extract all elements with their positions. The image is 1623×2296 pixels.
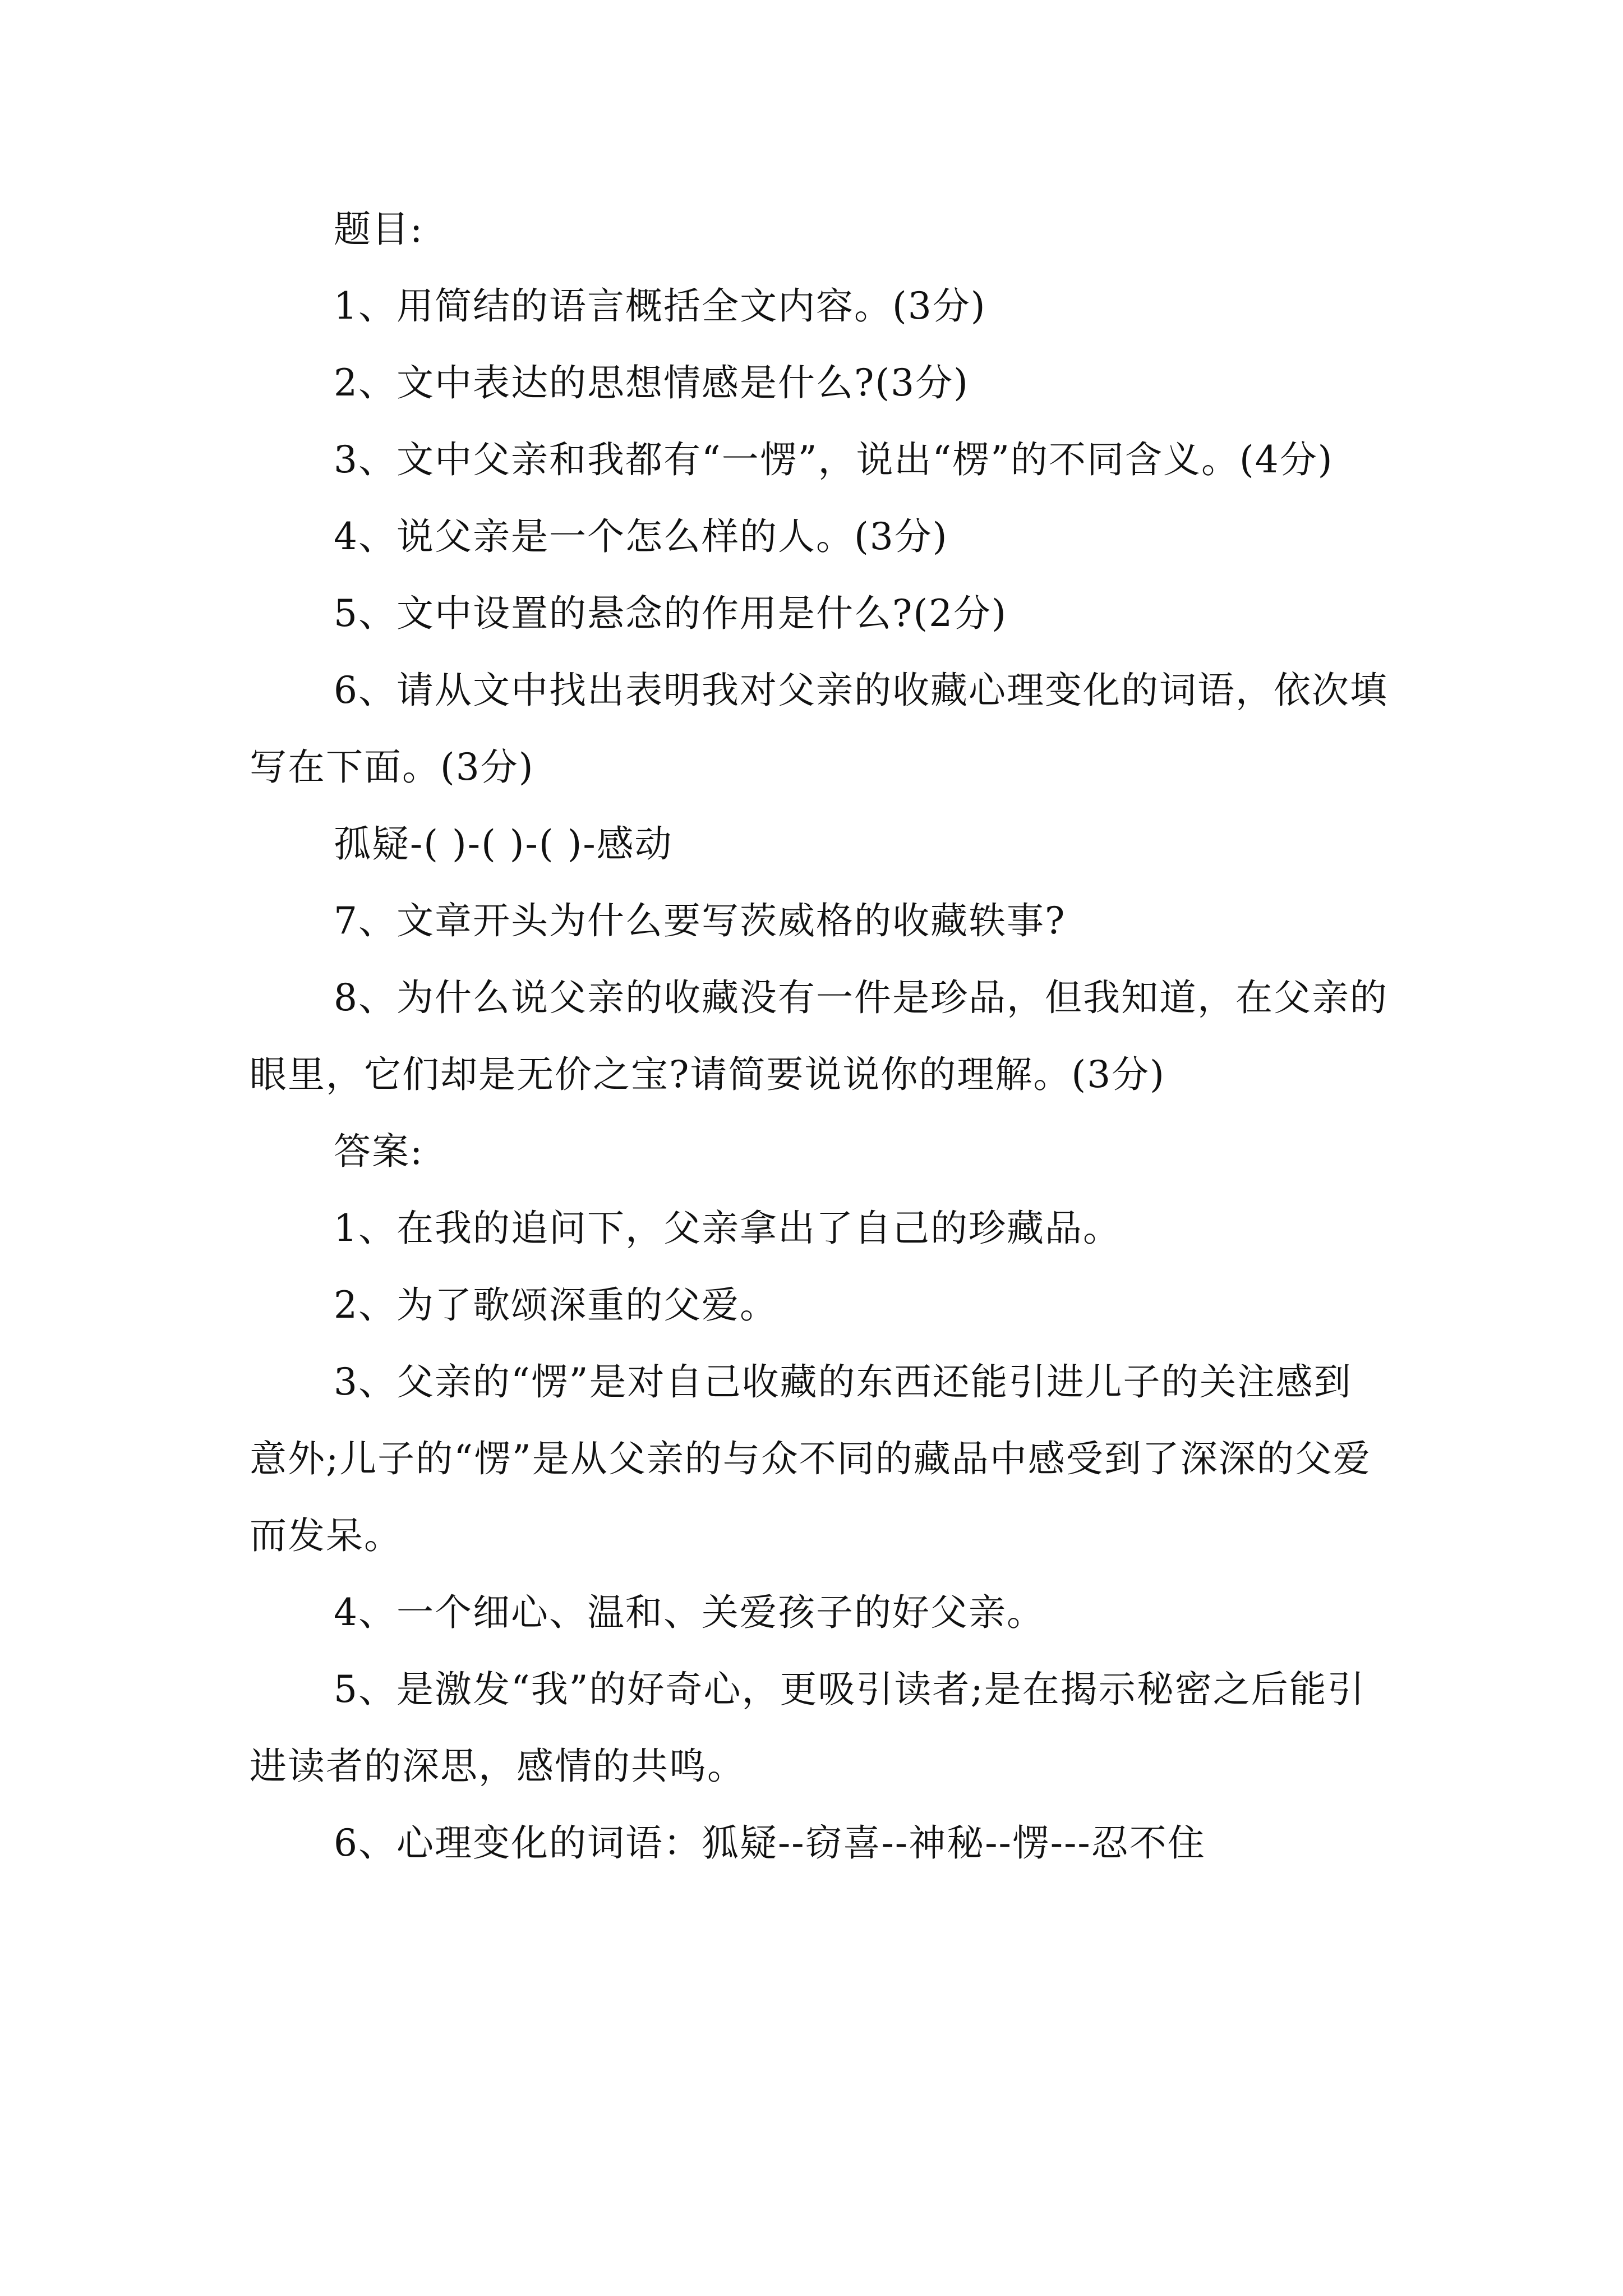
question-1: 1、用简结的语言概括全文内容。(3分) [334,284,986,328]
answer-6: 6、心理变化的词语：狐疑--窃喜--神秘--愣---忍不住 [334,1821,1206,1865]
answer-3: 3、父亲的“愣”是对自己收藏的东西还能引进儿子的关注感到意外;儿子的“愣”是从父亲的与众不同的藏品中感受到了深深的父爱而发呆。 [250,1360,1371,1557]
question-7: 7、文章开头为什么要写茨威格的收藏轶事? [334,899,1066,942]
question-2: 2、文中表达的思想情感是什么?(3分) [334,361,969,404]
answer-4: 4、一个细心、温和、关爱孩子的好父亲。 [334,1591,1045,1634]
answer-5: 5、是激发“我”的好奇心，更吸引读者;是在揭示秘密之后能引进读者的深思，感情的共鸣。 [250,1668,1366,1788]
question-4: 4、说父亲是一个怎么样的人。(3分) [334,515,948,558]
question-6: 6、请从文中找出表明我对父亲的收藏心理变化的词语，依次填写在下面。(3分) [250,669,1388,789]
answers-heading: 答案: [334,1130,424,1173]
question-5: 5、文中设置的悬念的作用是什么?(2分) [334,592,1007,635]
question-6-blanks: 孤疑-( )-( )-( )-感动 [334,822,673,866]
question-3: 3、文中父亲和我都有“一愣”，说出“楞”的不同含义。(4分) [334,438,1334,481]
answer-1: 1、在我的追问下，父亲拿出了自己的珍藏品。 [334,1207,1121,1250]
question-8: 8、为什么说父亲的收藏没有一件是珍品，但我知道，在父亲的眼里，它们却是无价之宝?请简要说说你的理解。(3分) [250,976,1388,1096]
document-page [250,191,1388,1881]
answer-2: 2、为了歌颂深重的父爱。 [334,1283,778,1327]
questions-heading: 题目: [334,208,424,251]
